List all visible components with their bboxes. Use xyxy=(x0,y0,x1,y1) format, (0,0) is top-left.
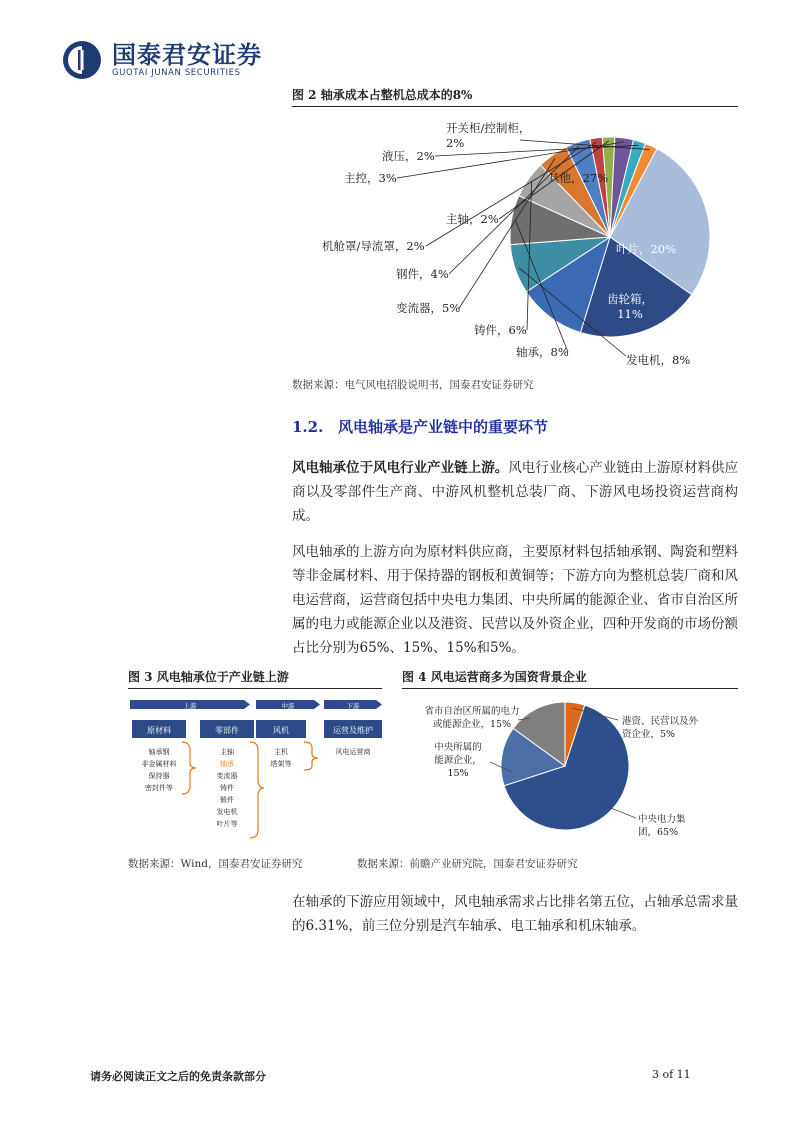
paragraph-1-body: 风电行业核心产业链由上游原材料供应商以及零部件生产商、中游风机整机总装厂商、下游风电场投资运营商构成。 xyxy=(292,460,738,524)
operator-pie-label-2: 中央所属的能源企业， 15% xyxy=(434,742,482,779)
chain-box-label-1: 零部件 xyxy=(215,726,239,735)
operator-pie-chart xyxy=(400,694,740,854)
chain-box-label-3: 运营及维护 xyxy=(333,726,373,735)
stage-label-0: 上游 xyxy=(183,702,197,710)
chain-item-1-2: 变流器 xyxy=(216,772,238,780)
figure3-source: 数据来源：Wind，国泰君安证券研究 xyxy=(128,858,303,870)
chain-box-label-0: 原材料 xyxy=(147,726,171,735)
figure2-title: 图 2 轴承成本占整机总成本的8% xyxy=(292,86,738,107)
paragraph-2: 风电轴承的上游方向为原材料供应商，主要原材料包括轴承钢、陶瓷和塑料等非金属材料、用于保持器的钢板和黄铜等；下游方向为整机总装厂商和风电运营商，运营商包括中央电力集团、中央所属的能源企业、省市自治区所属的电力或能源企业以及港资、民营以及外资企业，四种开发商的市场份额占比分别为65%、15%、15%和5%。 xyxy=(292,544,738,656)
cost-pie-label-6: 变流器，5% xyxy=(396,301,461,315)
paragraph-1-lead: 风电轴承位于风电行业产业链上游。 xyxy=(292,460,509,476)
chain-item-1-3: 铸件 xyxy=(220,784,234,792)
cost-pie-label-7: 钢件，4% xyxy=(396,267,449,281)
brace-2 xyxy=(250,742,264,838)
brace-3 xyxy=(304,742,318,770)
cost-pie-label-0: 其他，27% xyxy=(547,171,609,185)
chain-item-0-0: 轴承钢 xyxy=(148,748,170,756)
cost-pie-label-11: 液压，2% xyxy=(382,149,435,163)
cost-pie-chart xyxy=(0,110,793,380)
section-number: 1.2. xyxy=(292,418,324,436)
brace-1 xyxy=(182,742,196,794)
stage-label-2: 下游 xyxy=(346,702,360,710)
brand-logo-icon xyxy=(62,40,102,80)
cost-pie-label-9: 主轴，2% xyxy=(446,212,499,226)
operator-pie-label-1: 中央电力集团，65% xyxy=(638,814,686,838)
brand-name-en: GUOTAI JUNAN SECURITIES xyxy=(112,68,241,78)
figure2-source: 数据来源：电气风电招股说明书，国泰君安证券研究 xyxy=(292,379,534,391)
cost-pie-label-3: 发电机，8% xyxy=(626,353,691,367)
operator-pie-label-3: 省市自治区所属的电力或能源企业，15% xyxy=(424,706,520,730)
figure4-title: 图 4 风电运营商多为国资背景企业 xyxy=(402,668,738,689)
chain-item-1-0: 主轴 xyxy=(220,748,234,756)
section-heading xyxy=(292,416,548,437)
chain-item-1-5: 发电机 xyxy=(216,808,238,816)
chain-item-0-2: 保持器 xyxy=(148,772,170,780)
brand-name-cn: 国泰君安证券 xyxy=(112,41,262,69)
chain-item-1-4: 锻件 xyxy=(220,796,234,804)
chain-item-0-1: 非金属材料 xyxy=(141,760,177,768)
figure3-title: 图 3 风电轴承位于产业链上游 xyxy=(128,668,382,689)
paragraph-3: 在轴承的下游应用领域中，风电轴承需求占比排名第五位，占轴承总需求量的6.31%，前三位分别是汽车轴承、电工轴承和机床轴承。 xyxy=(292,894,738,934)
cost-pie-label-12: 开关柜/控制柜， 2% xyxy=(446,121,531,150)
chain-item-1-1: 轴承 xyxy=(220,760,234,768)
cost-pie-label-10: 主控，3% xyxy=(344,171,397,185)
cost-pie-label-2: 齿轮箱， 11% xyxy=(607,292,653,321)
chain-item-1-6: 叶片等 xyxy=(216,820,238,828)
chain-item-2-1: 塔架等 xyxy=(270,760,292,768)
paragraph-1 xyxy=(292,456,738,528)
industry-chain-diagram xyxy=(128,698,388,848)
footer-disclaimer: 请务必阅读正文之后的免责条款部分 xyxy=(90,1070,266,1083)
chain-box-label-2: 风机 xyxy=(273,726,289,735)
cost-pie-label-4: 轴承，8% xyxy=(516,345,569,359)
cost-pie-label-5: 铸件，6% xyxy=(474,323,527,337)
chain-item-3-0: 风电运营商 xyxy=(335,748,371,756)
operator-pie-label-0: 港资、民营以及外资企业，5% xyxy=(622,716,699,740)
figure4-source: 数据来源：前瞻产业研究院，国泰君安证券研究 xyxy=(357,858,578,870)
stage-label-1: 中游 xyxy=(281,702,295,710)
cost-pie-label-8: 机舱罩/导流罩，2% xyxy=(322,239,425,253)
chain-item-0-3: 密封件等 xyxy=(145,784,173,792)
section-title: 风电轴承是产业链中的重要环节 xyxy=(338,418,549,436)
cost-pie-label-1: 叶片，20% xyxy=(615,242,677,256)
page-number: 3 of 11 xyxy=(652,1068,691,1081)
chain-item-2-0: 主机 xyxy=(274,748,288,756)
brand-header xyxy=(62,38,262,82)
operator-pie-leader-1 xyxy=(606,806,636,818)
